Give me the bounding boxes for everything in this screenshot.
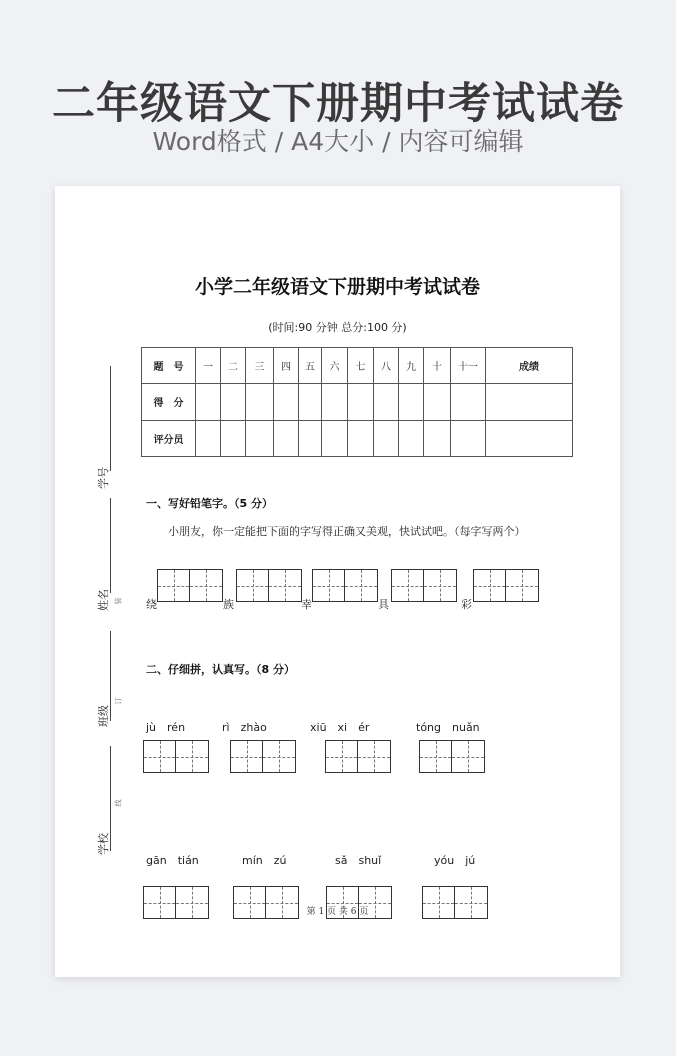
score-cell[interactable] — [196, 384, 221, 420]
table-header-cell: 五 — [299, 348, 322, 384]
table-header-cell: 六 — [322, 348, 348, 384]
pinyin-prompt: sǎ shuǐ — [335, 854, 382, 867]
score-cell[interactable] — [348, 420, 374, 456]
practice-char: 幸 — [301, 598, 312, 611]
score-cell[interactable] — [451, 420, 486, 456]
section-1-instruction: 小朋友，你一定能把下面的字写得正确又美观，快试试吧。（每字写两个） — [168, 525, 526, 538]
table-header-cell: 八 — [374, 348, 399, 384]
score-cell[interactable] — [374, 420, 399, 456]
score-cell[interactable] — [196, 420, 221, 456]
section-1-heading: 一、写好铅笔字。（5 分） — [146, 497, 273, 510]
document-title: 小学二年级语文下册期中考试试卷 — [194, 276, 480, 298]
row-label: 得 分 — [142, 384, 196, 420]
score-cell[interactable] — [451, 384, 486, 420]
score-cell[interactable] — [246, 420, 274, 456]
exam-time-info: (时间:90 分钟 总分:100 分) — [268, 321, 407, 334]
table-header-cell: 九 — [399, 348, 424, 384]
banner-subtitle: Word格式 / A4大小 / 内容可编辑 — [152, 127, 524, 156]
score-cell[interactable] — [486, 384, 573, 420]
score-cell[interactable] — [221, 420, 246, 456]
pinyin-prompt: gān tián — [146, 854, 199, 867]
table-header-cell: 四 — [274, 348, 299, 384]
table-row — [142, 348, 573, 384]
binding-line — [110, 366, 111, 471]
document-page — [55, 186, 620, 977]
pinyin-prompt: tóng nuǎn — [416, 721, 480, 734]
score-cell[interactable] — [348, 384, 374, 420]
writing-grid[interactable] — [157, 569, 223, 602]
writing-grid[interactable] — [391, 569, 457, 602]
side-mark: 订 — [114, 697, 123, 705]
pinyin-prompt: yóu jú — [434, 854, 476, 867]
table-row — [142, 420, 573, 456]
side-label-school: 学校 — [97, 833, 110, 855]
table-header-cell: 七 — [348, 348, 374, 384]
score-cell[interactable] — [399, 384, 424, 420]
pinyin-prompt: xiū xi ér — [310, 721, 370, 734]
table-header-cell: 十 — [424, 348, 451, 384]
row-label: 评分员 — [142, 420, 196, 456]
score-cell[interactable] — [322, 420, 348, 456]
score-cell[interactable] — [399, 420, 424, 456]
writing-grid[interactable] — [236, 569, 302, 602]
table-header-cell: 题 号 — [142, 348, 196, 384]
practice-char: 绕 — [146, 598, 157, 611]
writing-grid[interactable] — [473, 569, 539, 602]
pinyin-prompt: mín zú — [242, 854, 287, 867]
score-cell[interactable] — [424, 384, 451, 420]
practice-char: 族 — [223, 598, 234, 611]
score-cell[interactable] — [299, 384, 322, 420]
score-cell[interactable] — [299, 420, 322, 456]
side-mark: 装 — [114, 597, 123, 605]
binding-line — [110, 498, 111, 593]
score-cell[interactable] — [274, 384, 299, 420]
table-header-cell: 二 — [221, 348, 246, 384]
side-mark: 线 — [114, 799, 123, 807]
practice-char: 彩 — [461, 598, 472, 611]
side-label-student-id: 学号 — [97, 467, 110, 489]
section-2-heading: 二、仔细拼，认真写。（8 分） — [146, 663, 295, 676]
side-label-name: 姓名 — [97, 589, 110, 611]
score-cell[interactable] — [221, 384, 246, 420]
score-cell[interactable] — [322, 384, 348, 420]
score-table — [141, 347, 573, 457]
table-header-cell: 三 — [246, 348, 274, 384]
table-row — [142, 384, 573, 420]
writing-grid[interactable] — [230, 740, 296, 773]
practice-char: 具 — [378, 598, 389, 611]
table-header-cell: 十一 — [451, 348, 486, 384]
score-cell[interactable] — [374, 384, 399, 420]
page-number-footer: 第 1 页 共 6 页 — [306, 907, 369, 917]
table-header-cell: 成绩 — [486, 348, 573, 384]
banner-title: 二年级语文下册期中考试试卷 — [52, 79, 624, 129]
score-cell[interactable] — [424, 420, 451, 456]
pinyin-prompt: rì zhào — [222, 721, 267, 734]
writing-grid[interactable] — [143, 740, 209, 773]
writing-grid[interactable] — [325, 740, 391, 773]
score-cell[interactable] — [486, 420, 573, 456]
score-cell[interactable] — [246, 384, 274, 420]
table-header-cell: 一 — [196, 348, 221, 384]
score-cell[interactable] — [274, 420, 299, 456]
writing-grid[interactable] — [419, 740, 485, 773]
writing-grid[interactable] — [312, 569, 378, 602]
side-label-class: 班级 — [97, 705, 110, 727]
pinyin-prompt: jù rén — [146, 721, 186, 734]
